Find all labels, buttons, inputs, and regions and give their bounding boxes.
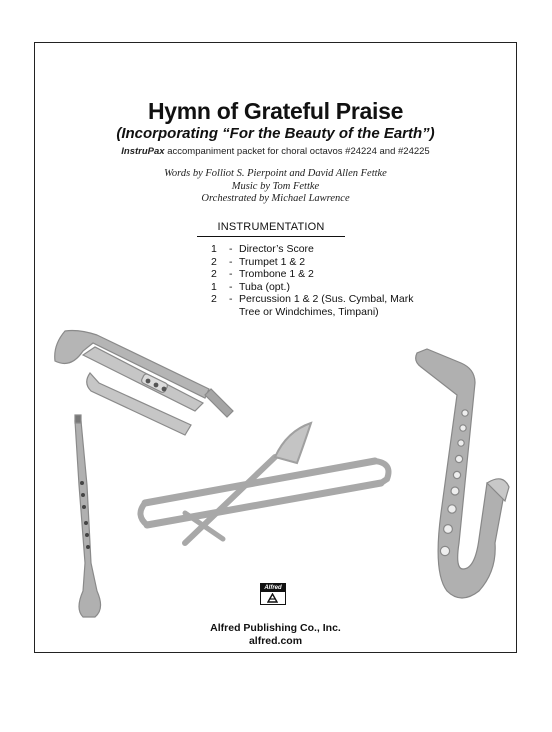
item-quantity: 1 [211,280,217,293]
list-item: 1 - Tuba (opt.) [211,281,419,294]
packet-text: accompaniment packet for choral octavos #24224 and #24225 [164,146,430,157]
packet-brand: InstruPax [121,146,165,157]
cover-sheet [34,42,517,653]
alfred-logo-icon [260,583,286,605]
item-name: Percussion 1 & 2 (Sus. Cymbal, Mark Tree or Windchimes, Timpani) [239,293,414,318]
item-quantity: 2 [211,293,217,305]
item-name: Trumpet 1 & 2 [239,255,306,268]
credit-orchestration: Orchestrated by Michael Lawrence [201,193,350,204]
publisher [35,622,516,647]
page-title: Hymn of Grateful Praise [147,98,404,124]
item-name: Tuba (opt.) [239,280,290,293]
item-quantity: 2 [211,268,217,280]
list-item: 2 - Trumpet 1 & 2 [211,256,419,269]
page-subtitle: (Incorporating “For the Beauty of the Earth”) [116,125,435,142]
saxophone-icon [416,349,509,598]
item-name: Director’s Score [239,243,314,255]
publisher-name: Alfred Publishing Co., Inc. [210,622,341,634]
logo-mark [267,593,278,603]
credit-music: Music by Tom Fettke [231,180,320,192]
item-quantity: 1 [211,243,217,255]
instrument-illustrations [35,43,518,654]
item-quantity: 2 [211,255,217,268]
item-name: Trombone 1 & 2 [239,268,314,280]
list-item: 1 - Director’s Score [211,243,419,256]
credit-words: Words by Folliot S. Pierpoint and David Allen Fettke [164,168,387,179]
trombone-icon [140,423,388,543]
list-item: 2 - Trombone 1 & 2 [211,268,419,281]
instrumentation-heading: INSTRUMENTATION [217,221,325,233]
logo-word: Alfred [261,584,285,592]
publisher-url: alfred.com [248,634,303,647]
clarinet-icon [75,415,101,617]
list-item: 2 - Percussion 1 & 2 (Sus. Cymbal, Mark Tree or Windchimes, Timpani) [211,293,419,318]
